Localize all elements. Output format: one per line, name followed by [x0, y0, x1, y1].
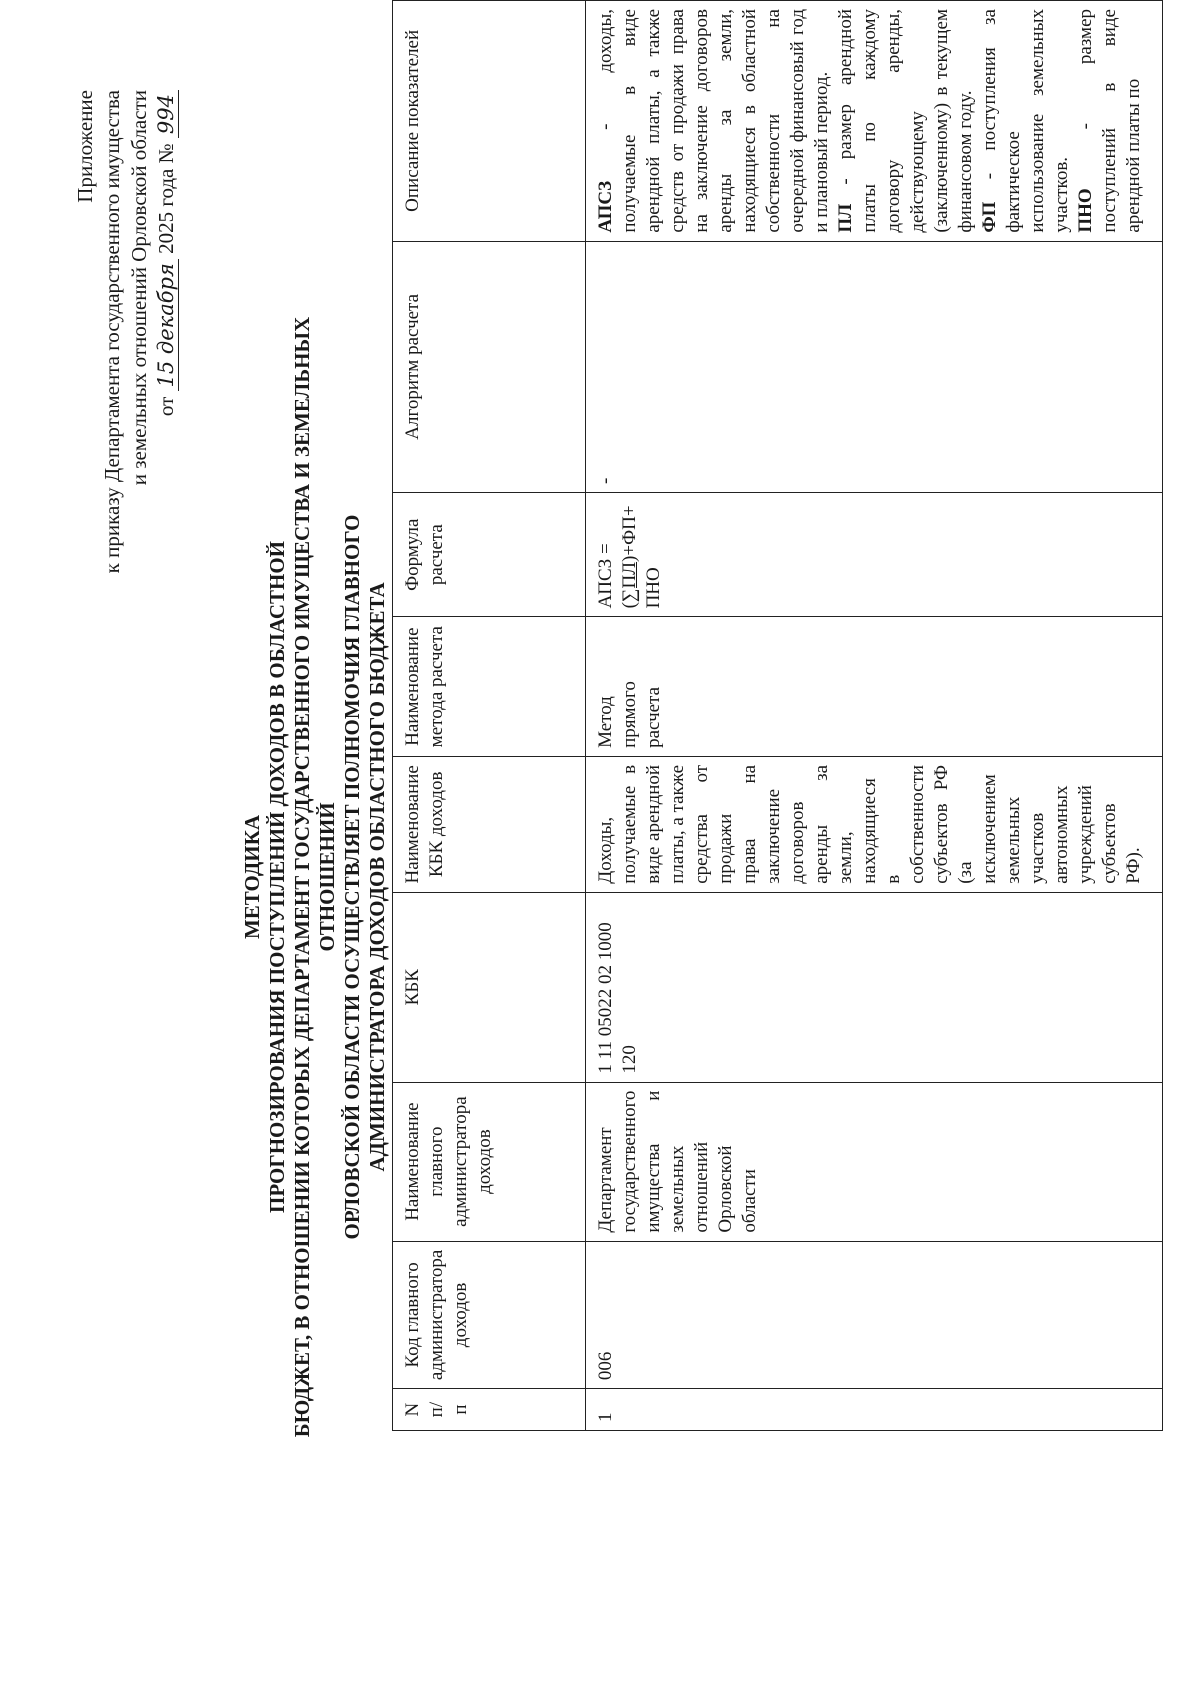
table-header-row	[393, 1, 586, 1431]
formula-lhs: АПСЗ = (	[595, 543, 640, 609]
appendix-date-line	[153, 90, 180, 573]
header-algorithm: Алгоритм расчета	[393, 241, 586, 492]
def-pno: - размер поступлений в виде арендной платы по	[1075, 9, 1144, 233]
header-method: Наименование метода расчета	[393, 617, 586, 757]
term-apsz: АПСЗ	[595, 180, 616, 233]
table-row	[586, 1, 1163, 1431]
formula-sum: ∑ПЛ	[619, 561, 640, 603]
title-line-5: АДМИНИСТРАТОРА ДОХОДОВ ОБЛАСТНОГО БЮДЖЕТА	[365, 582, 389, 1172]
cell-method: Метод прямого расчета	[586, 617, 1163, 757]
appendix-department-line: и земельных отношений Орловской области	[127, 90, 151, 486]
appendix-order-line: к приказу Департамента государственного имущества	[100, 90, 124, 574]
cell-formula	[586, 492, 1163, 616]
term-pl: ПЛ	[835, 203, 856, 233]
term-pno: ПНО	[1075, 188, 1096, 233]
cell-description	[586, 1, 1163, 242]
cell-num: 1	[586, 1389, 1163, 1431]
title-line-2: ПРОГНОЗИРОВАНИЯ ПОСТУПЛЕНИЙ ДОХОДОВ В ОБЛАСТНОЙ	[265, 541, 289, 1214]
appendix-label: Приложение	[73, 90, 97, 203]
term-fp: ФП	[979, 201, 1000, 233]
header-code: Код главного администратора доходов	[393, 1241, 586, 1389]
cell-kbk: 1 11 05022 02 1000 120	[586, 892, 1163, 1082]
cell-algorithm: -	[586, 241, 1163, 492]
date-year: 2025 года №	[154, 143, 178, 254]
handwritten-date: 15 декабря	[154, 259, 179, 391]
header-kbk-name: Наименование КБК доходов	[393, 756, 586, 892]
cell-code: 006	[586, 1241, 1163, 1389]
title-line-3: БЮДЖЕТ, В ОТНОШЕНИИ КОТОРЫХ ДЕПАРТАМЕНТ ГОСУДАРСТВЕННОГО ИМУЩЕСТВА И ЗЕМЕЛЬНЫХ ОТНОШЕНИЙ	[290, 316, 339, 1438]
header-admin: Наименование главного администратора доходов	[393, 1082, 586, 1241]
formula-rhs: )+ФП+ ПНО	[619, 505, 664, 609]
appendix-header	[72, 90, 180, 573]
document-title	[240, 287, 390, 1467]
def-pl: - размер арендной платы по каждому договору аренды, действующему (заключенному) в текущем финансовом году.	[835, 9, 976, 233]
cell-kbk-name: Доходы, получаемые в виде арендной платы, а также средства от продажи права на заключение договоров аренды за земли, находящиеся в собственности субъектов РФ (за исключением земельных участков автономных учреждений субъектов РФ).	[586, 756, 1163, 892]
title-line-4: ОРЛОВСКОЙ ОБЛАСТИ ОСУЩЕСТВЛЯЕТ ПОЛНОМОЧИЯ ГЛАВНОГО	[340, 514, 364, 1240]
title-line-1: МЕТОДИКА	[240, 814, 264, 940]
header-num: N п/п	[393, 1389, 586, 1431]
def-fp: - поступления за фактическое использование земельных участков.	[979, 9, 1072, 233]
methodology-table	[392, 0, 1163, 1431]
header-kbk: КБК	[393, 892, 586, 1082]
def-apsz: - доходы, получаемые в виде арендной платы, а также средств от продажи права на заключение договоров аренды за земли, находящиеся в областной собственности на очередной финансовый год и плановый период.	[595, 9, 832, 233]
header-formula: Формула расчета	[393, 492, 586, 616]
date-prefix: от	[154, 396, 178, 417]
handwritten-order-number: 994	[154, 90, 179, 138]
cell-admin: Департамент государственного имущества и земельных отношений Орловской области	[586, 1082, 1163, 1241]
header-description: Описание показателей	[393, 1, 586, 242]
